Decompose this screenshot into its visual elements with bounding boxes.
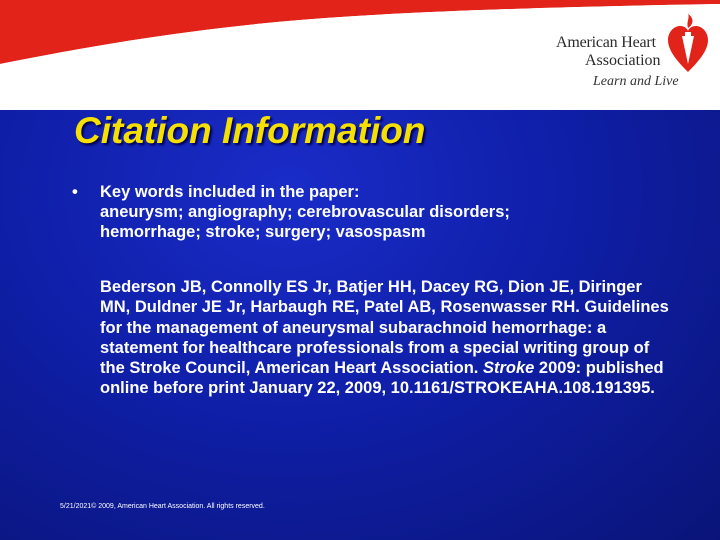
logo-tagline: Learn and Live xyxy=(593,74,679,89)
logo-name-line2: Association xyxy=(585,52,661,69)
citation-paragraph xyxy=(100,277,670,399)
keywords-list-line2: hemorrhage; stroke; surgery; vasospasm xyxy=(100,223,426,241)
header-band xyxy=(0,0,720,110)
keywords-heading: Key words included in the paper: xyxy=(100,183,360,201)
keywords-list-line1: aneurysm; angiography; cerebrovascular disorders; xyxy=(100,203,510,221)
citation-text: Bederson JB, Connolly ES Jr, Batjer HH, Dacey RG, Dion JE, Diringer MN, Duldner JE Jr, Harbaugh RE, Patel AB, Rosenwasser RH. Guidelines for the management of aneurysmal subarachnoid hemorrhage: a statement for healthcare professionals from a special writing group of the Stroke Council, American Heart Association. xyxy=(100,278,669,378)
citation-journal: Stroke xyxy=(482,359,535,378)
logo-name-line1: American Heart xyxy=(556,34,656,51)
bullet-dot: • xyxy=(72,183,78,201)
citation-details: 2009: published online before print January 22, 2009, 10.1161/STROKEAHA.108.191395. xyxy=(100,359,664,398)
heart-torch-icon xyxy=(666,14,710,74)
keywords-text xyxy=(100,182,660,242)
slide-title: Citation Information xyxy=(74,110,426,151)
footer-copyright: 5/21/2021© 2009, American Heart Association. All rights reserved. xyxy=(60,503,265,510)
